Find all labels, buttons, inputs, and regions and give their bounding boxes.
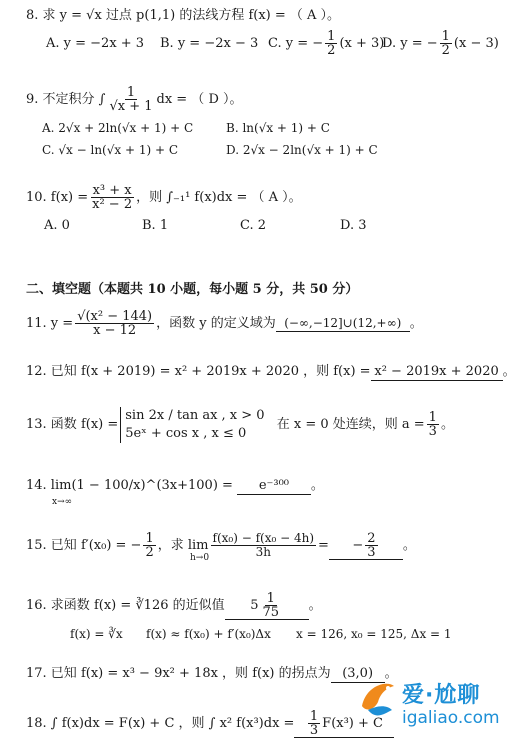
- q13-answer: $\frac{1}{3}$: [428, 410, 437, 439]
- site-watermark: [356, 672, 500, 736]
- q9-option-d: D. 2√x − 2ln(√x + 1) + C: [226, 143, 378, 157]
- q8-option-d: [382, 30, 499, 57]
- q10-option-c: C. 2: [240, 218, 267, 233]
- q8-option-c-fraction: $\frac{1}{2}$: [327, 29, 336, 58]
- q18-answer: $\frac{1}{3}$ F(x³) + C: [294, 710, 394, 738]
- q16-hint-2: f(x) ≈ f(x₀) + f′(x₀)Δx: [146, 627, 271, 641]
- q14-limit-subscript: x→∞: [52, 497, 73, 507]
- q8-option-d-fraction: $\frac{1}{2}$: [441, 29, 450, 58]
- q11-answer: (−∞,−12]∪(12,+∞): [276, 315, 410, 332]
- q15-given-fraction: $\frac{1}{2}$: [145, 531, 154, 560]
- q15-limit-subscript: h→0: [190, 553, 210, 563]
- q8-option-a: A. y = −2x + 3: [46, 36, 145, 51]
- q10-option-b: B. 1: [142, 218, 169, 233]
- q12-answer: x² − 2019x + 2020: [371, 364, 503, 381]
- q10-stem: 10. f(x) = $\frac{\text{x³ + x}}{\text{x² − 2}}$ ，则 ∫₋₁¹ f(x)dx = （ A ）。: [26, 183, 302, 212]
- q11-function-fraction: $\frac{\text{√(x² − 144)}}{x - 12}$: [77, 309, 153, 338]
- q10-option-d: D. 3: [340, 218, 367, 233]
- q18-stem: 18. ∫ f(x)dx = F(x) + C ，则 ∫ x² f(x³)dx = $\frac{1}{3}$ F(x³) + C: [26, 710, 394, 738]
- q17-stem: 17. 已知 f(x) = x³ − 9x² + 18x ，则 f(x) 的拐点为 (3,0) 。: [26, 666, 398, 681]
- q9-option-c: C. √x − ln(√x + 1) + C: [42, 143, 179, 157]
- q9-option-b: B. ln(√x + 1) + C: [226, 121, 330, 135]
- q16-stem: 16. 求函数 f(x) = ∛126 的近似值 5 $\frac{1}{75}$ 。: [26, 591, 322, 620]
- q9-integrand-fraction: $\frac{1}{√x + 1}$: [109, 85, 153, 114]
- q9-option-a: A. 2√x + 2ln(√x + 1) + C: [42, 121, 194, 135]
- q8-option-d-prefix: D. y = −: [382, 36, 438, 51]
- q14-answer: e⁻³⁰⁰: [237, 478, 311, 495]
- q10-function-fraction: $\frac{\text{x³ + x}}{\text{x² − 2}}$: [92, 183, 133, 212]
- q8-option-c-prefix: C. y = −: [268, 36, 324, 51]
- q8-option-b: B. y = −2x − 3: [160, 36, 259, 51]
- q16-answer: 5 $\frac{1}{75}$: [225, 592, 309, 620]
- section-title: 二、填空题（本题共 10 小题，每小题 5 分，共 50 分）: [26, 282, 359, 297]
- q9-stem: 9. 不定积分 ∫ $\frac{1}{√x + 1}$ dx = （ D ）。: [26, 85, 243, 114]
- watermark-site: igaliao.com: [402, 708, 500, 728]
- watermark-brand: 爱·尬聊: [402, 683, 481, 708]
- q12-stem: 12. 已知 f(x + 2019) = x² + 2019x + 2020 ，则 f(x) = x² − 2019x + 2020 。: [26, 364, 516, 379]
- q8-option-c-suffix: (x + 3): [339, 36, 385, 51]
- q15-limit-fraction: $\frac{\text{f(x₀) − f(x₀ − 4h)}}{3h}$: [212, 531, 315, 559]
- q14-stem: 14. lim(1 − 100/x)^(3x+100) = e⁻³⁰⁰ 。: [26, 478, 324, 493]
- q8-option-d-suffix: (x − 3): [453, 36, 499, 51]
- q8-option-c: [268, 30, 384, 57]
- q17-answer: (3,0): [331, 666, 385, 683]
- bird-logo-icon: [356, 676, 398, 726]
- q15-answer: − $\frac{2}{3}$: [329, 532, 403, 560]
- q16-hint-1: f(x) = ∛x: [70, 627, 123, 641]
- q13-stem: 13. 函数 f(x) = sin 2x / tan ax , x > 0 5eˣ + cos x , x ≤ 0 在 x = 0 处连续，则 a = $\frac{1}{3}$ 。: [26, 407, 454, 441]
- q10-option-a: A. 0: [44, 218, 70, 233]
- q11-stem: 11. y = $\frac{\text{√(x² − 144)}}{x - 12}$ ，函数 y 的定义域为 (−∞,−12]∪(12,+∞) 。: [26, 309, 423, 338]
- q15-stem: 15. 已知 f′(x₀) = − $\frac{1}{2}$ ，求 lim $\frac{\text{f(x₀) − f(x₀ − 4h)}}{3h}$ = − $\frac{2}{3}$ 。: [26, 531, 416, 560]
- q13-piecewise: sin 2x / tan ax , x > 0 5eˣ + cos x , x ≤ 0: [120, 407, 264, 443]
- q16-hint-3: x = 126, x₀ = 125, Δx = 1: [296, 627, 452, 641]
- q8-stem: 8. 求 y = √x 过点 p(1,1) 的法线方程 f(x) = （ A ）。: [26, 8, 341, 23]
